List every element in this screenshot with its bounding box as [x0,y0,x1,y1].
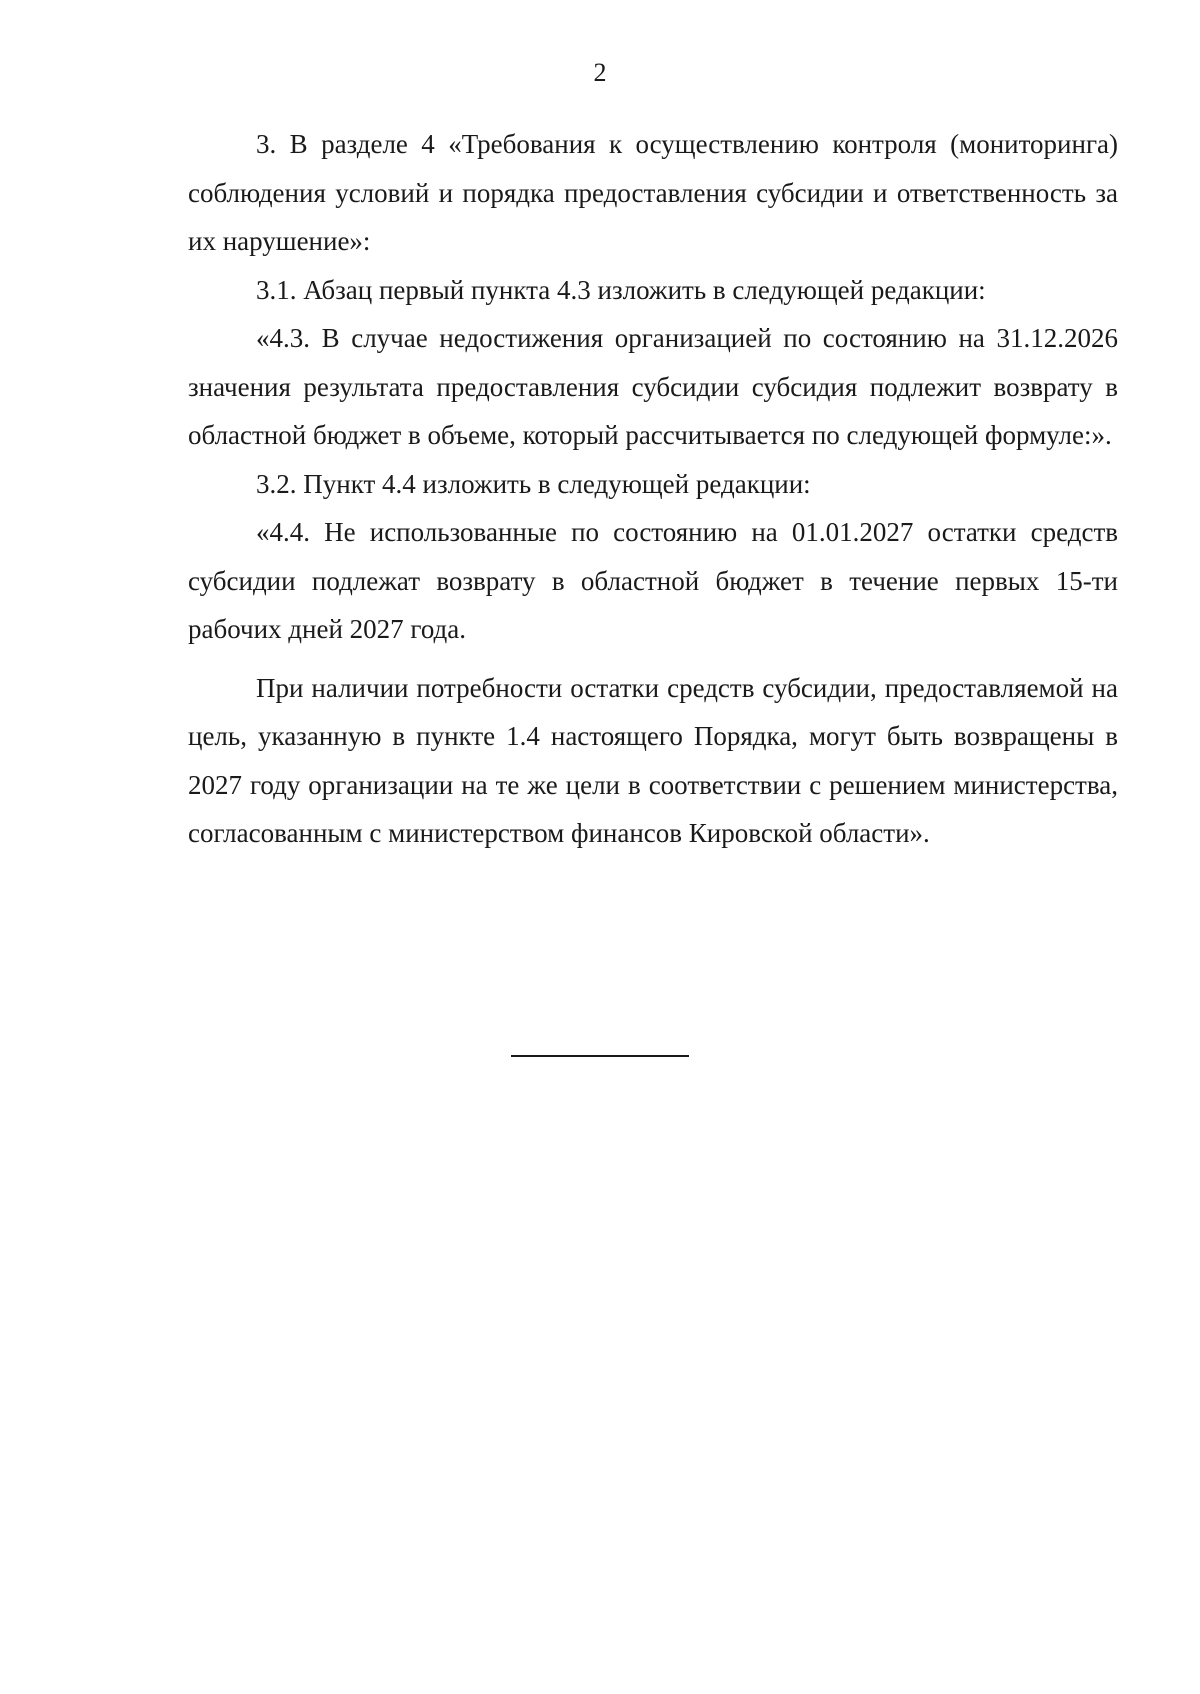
paragraph-3-1: 3.1. Абзац первый пункта 4.3 изложить в следующей редакции: [256,274,986,305]
document-body [188,120,1118,858]
paragraph-4-4: «4.4. Не использованные по состоянию на 01.01.2027 остатки средств субсидии подлежат возврату в областной бюджет в течение первых 15-ти рабочих дней 2027 года. [188,517,1118,644]
paragraph-3-2: 3.2. Пункт 4.4 изложить в следующей редакции: [256,468,811,499]
paragraph-section-3: 3. В разделе 4 «Требования к осуществлению контроля (мониторинга) соблюдения условий и порядка предоставления субсидии и ответственность за их нарушение»: [188,129,1118,256]
end-separator-line [511,1055,689,1057]
paragraph-4-3: «4.3. В случае недостижения организацией по состоянию на 31.12.2026 значения результата предоставления субсидии субсидия подлежит возврату в областной бюджет в объеме, который рассчитывается по следующей формуле:». [188,323,1118,450]
paragraph-remainder: При наличии потребности остатки средств субсидии, предоставляемой на цель, указанную в пункте 1.4 настоящего Порядка, могут быть возвращены в 2027 году организации на те же цели в соответствии с решением министерства, согласованным с министерством финансов Кировской области». [188,672,1118,848]
page-number: 2 [593,58,607,87]
